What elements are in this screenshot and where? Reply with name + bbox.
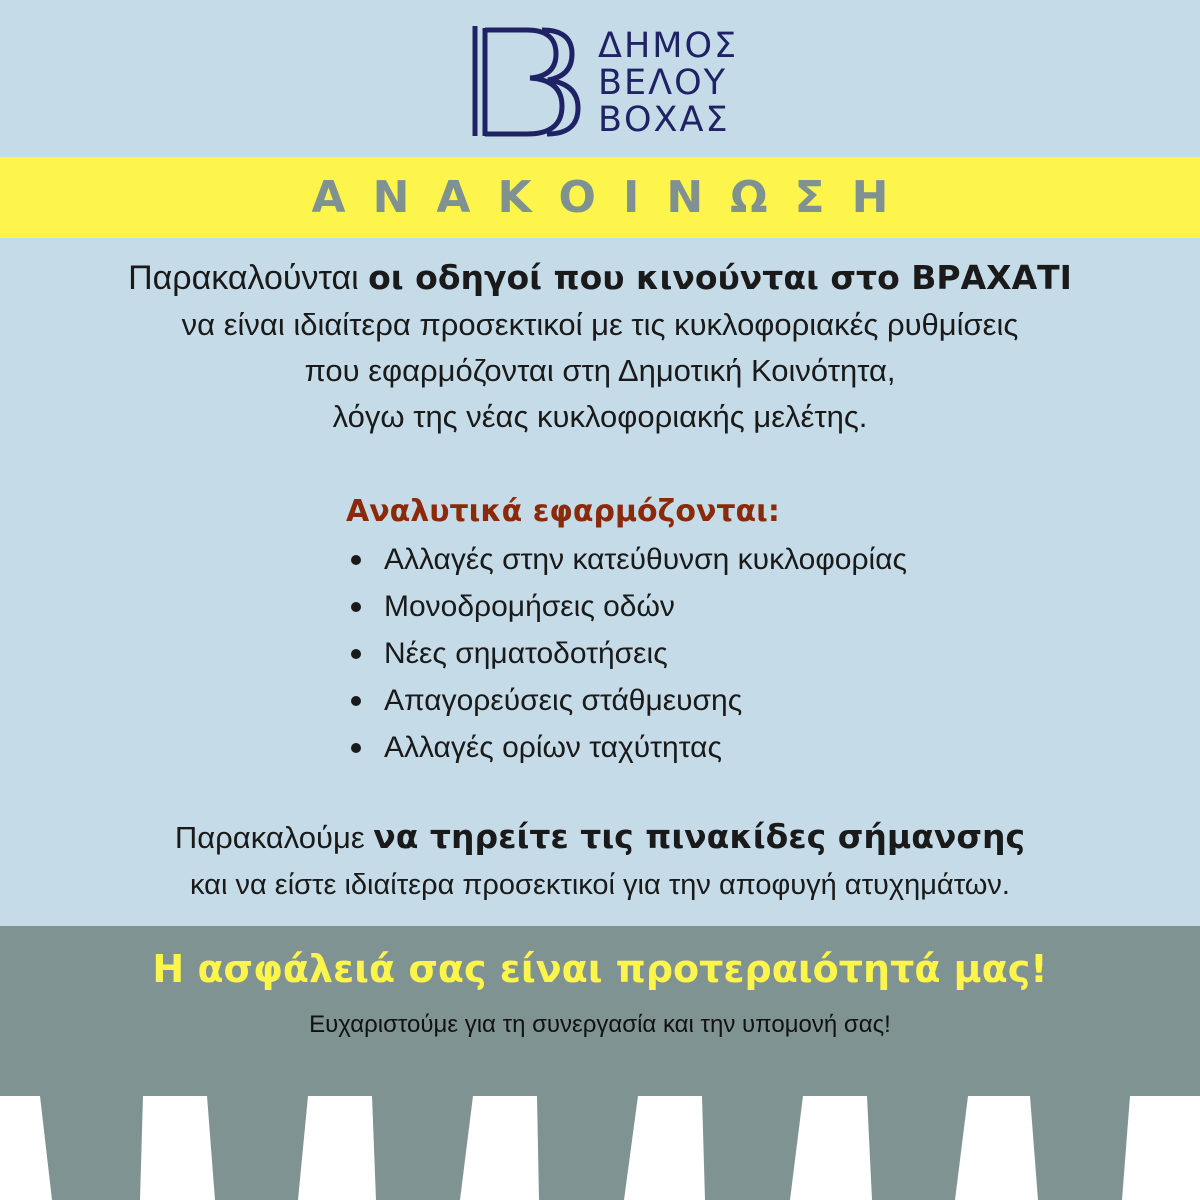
footer-panel xyxy=(0,926,1200,1200)
municipality-logo xyxy=(472,26,739,140)
request-line-1-emphasis: να τηρείτε τις πινακίδες σήμανσης xyxy=(373,817,1026,856)
logo-line-1: ΔΗΜΟΣ xyxy=(598,26,739,66)
intro-paragraph xyxy=(0,254,1200,440)
request-line-1 xyxy=(0,812,1200,863)
thanks-message: Ευχαριστούμε για τη συνεργασία και την υπομονή σας! xyxy=(309,1011,891,1038)
crosswalk-stripe xyxy=(460,1096,539,1200)
intro-line-1 xyxy=(0,254,1200,302)
crosswalk-stripe xyxy=(790,1096,872,1200)
list-item: Νέες σηματοδοτήσεις xyxy=(346,630,1046,677)
logo-line-3: ΒΟΧΑΣ xyxy=(598,100,730,140)
announcement-banner xyxy=(0,157,1200,238)
list-item: Αλλαγές ορίων ταχύτητας xyxy=(346,724,1046,771)
request-line-2: και να είστε ιδιαίτερα προσεκτικοί για την αποφυγή ατυχημάτων. xyxy=(190,869,1010,901)
crosswalk-stripe xyxy=(298,1096,376,1200)
measures-list xyxy=(346,536,1046,771)
announcement-title: ΑΝΑΚΟΙΝΩΣΗ xyxy=(311,172,916,223)
crosswalk-stripe xyxy=(624,1096,705,1200)
request-paragraph xyxy=(0,812,1200,907)
list-item: Απαγορεύσεις στάθμευσης xyxy=(346,677,1046,724)
intro-line-3: που εφαρμόζονται στη Δημοτική Κοινότητα, xyxy=(304,353,896,388)
crosswalk-stripes xyxy=(0,926,1200,1200)
crosswalk-stripe xyxy=(1122,1096,1200,1200)
measures-heading: Αναλυτικά εφαρμόζονται: xyxy=(346,494,780,529)
logo-wordmark xyxy=(598,28,738,139)
intro-line-1-emphasis: οι οδηγοί που κινούνται στο ΒΡΑΧΑΤΙ xyxy=(368,258,1072,297)
crosswalk-stripe xyxy=(955,1096,1038,1200)
list-item: Μονοδρομήσεις οδών xyxy=(346,583,1046,630)
intro-line-1-text: Παρακαλούνται xyxy=(128,259,369,297)
intro-line-4: λόγω της νέας κυκλοφοριακής μελέτης. xyxy=(332,399,868,434)
list-item: Αλλαγές στην κατεύθυνση κυκλοφορίας xyxy=(346,536,1046,583)
intro-line-2: να είναι ιδιαίτερα προσεκτικοί με τις κυκλοφοριακές ρυθμίσεις xyxy=(181,307,1019,342)
crosswalk-stripe xyxy=(140,1096,215,1200)
request-line-1-text: Παρακαλούμε xyxy=(174,820,374,855)
crosswalk-stripe xyxy=(0,1096,52,1200)
measures-section xyxy=(346,492,1046,771)
safety-slogan: Η ασφάλειά σας είναι προτεραιότητά μας! xyxy=(152,947,1048,991)
logo-line-2: ΒΕΛΟΥ xyxy=(598,63,727,103)
logo-monogram-icon xyxy=(472,26,587,138)
